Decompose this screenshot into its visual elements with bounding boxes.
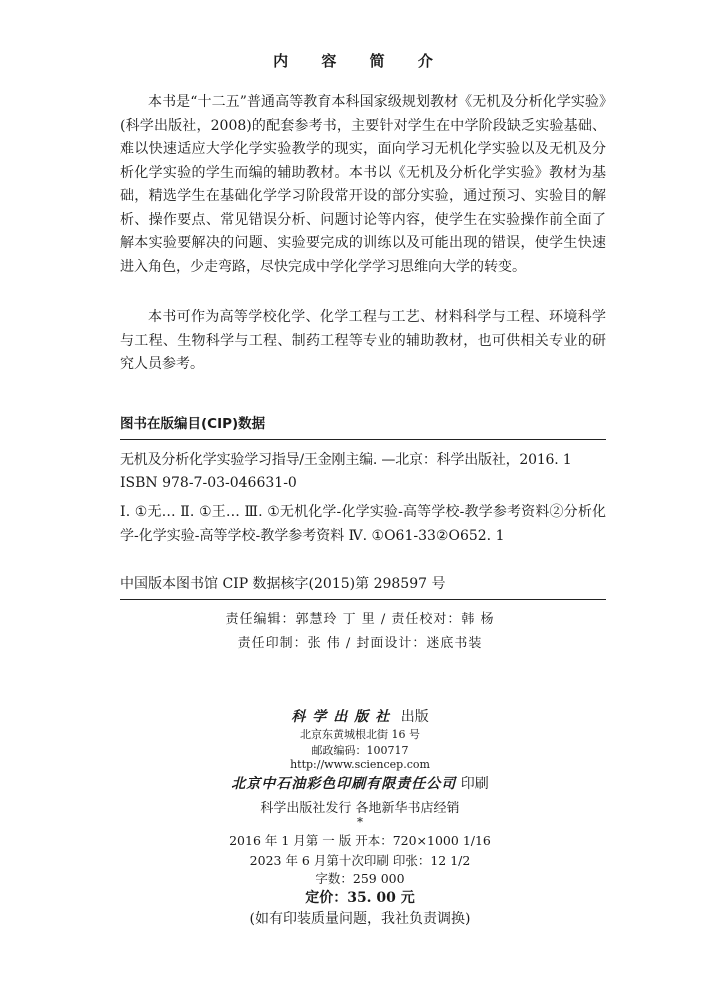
- word-count: 字数：259 000: [315, 871, 405, 886]
- publisher-suffix: 出版: [400, 709, 429, 725]
- price: 定价：35. 00 元: [305, 890, 415, 906]
- printer-line: [0, 773, 720, 793]
- cip-top-rule: [120, 439, 606, 440]
- summary-paragraph-2: 本书可作为高等学校化学、化学工程与工艺、材料科学与工程、环境科学与工程、生物科学与工程、制药工程等专业的辅助教材，也可供相关专业的研究人员参考。: [120, 309, 606, 372]
- separator-star: *: [357, 815, 363, 829]
- publisher-address: 北京东黄城根北街 16 号: [300, 728, 420, 741]
- page-title: 内 容 简 介: [273, 52, 447, 70]
- publisher-url: http://www.sciencep.com: [290, 758, 430, 771]
- edition-line-2: 2023 年 6 月第十次印刷 印张：12 1/2: [249, 853, 471, 868]
- cip-isbn: ISBN 978-7-03-046631-0: [120, 475, 297, 491]
- quality-note: (如有印装质量问题，我社负责调换): [249, 911, 471, 927]
- summary-paragraph-1: 本书是“十二五”普通高等教育本科国家级规划教材《无机及分析化学实验》(科学出版社，2008)的配套参考书，主要针对学生在中学阶段缺乏实验基础、难以快速适应大学化学实验教学的现实，面向学习无机化学实验以及无机及分析化学实验的学生而编的辅助教材。本书以《无机及分析化学实验》教材为基础，精选学生在基础化学学习阶段常开设的部分实验，通过预习、实验目的解析、操作要点、常见错误分析、问题讨论等内容，使学生在实验操作前全面了解本实验要解决的问题、实验要完成的训练以及可能出现的错误，使学生快速进入角色，少走弯路，尽快完成中学化学学习思维向大学的转变。: [120, 94, 606, 275]
- edition-line-1: 2016 年 1 月第 一 版 开本：720×1000 1/16: [229, 833, 491, 848]
- distribution-line: 科学出版社发行 各地新华书店经销: [260, 801, 460, 816]
- cip-classification: Ⅰ. ①无… Ⅱ. ①王… Ⅲ. ①无机化学-化学实验-高等学校-教学参考资料②分析化学-化学实验-高等学校-教学参考资料 Ⅳ. ①O61-33②O652. 1: [120, 504, 606, 544]
- printer-suffix: 印刷: [460, 776, 489, 792]
- cip-title-line: 无机及分析化学实验学习指导/王金刚主编. —北京：科学出版社，2016. 1: [120, 452, 572, 468]
- cip-bottom-rule: [120, 599, 606, 600]
- production-credits: 责任印制：张 伟 / 封面设计：迷底书装: [237, 636, 483, 651]
- cip-core-record: 中国版本图书馆 CIP 数据核字(2015)第 298597 号: [120, 576, 446, 592]
- publisher-line: [0, 706, 720, 726]
- printer-name: 北京中石油彩色印刷有限责任公司: [231, 776, 457, 792]
- publisher-postcode: 邮政编码：100717: [311, 744, 409, 757]
- cip-heading: 图书在版编目(CIP)数据: [120, 416, 266, 432]
- editor-credits: 责任编辑：郭慧玲 丁 里 / 责任校对：韩 杨: [225, 612, 495, 627]
- publisher-logo-text: 科学出版社: [291, 709, 397, 725]
